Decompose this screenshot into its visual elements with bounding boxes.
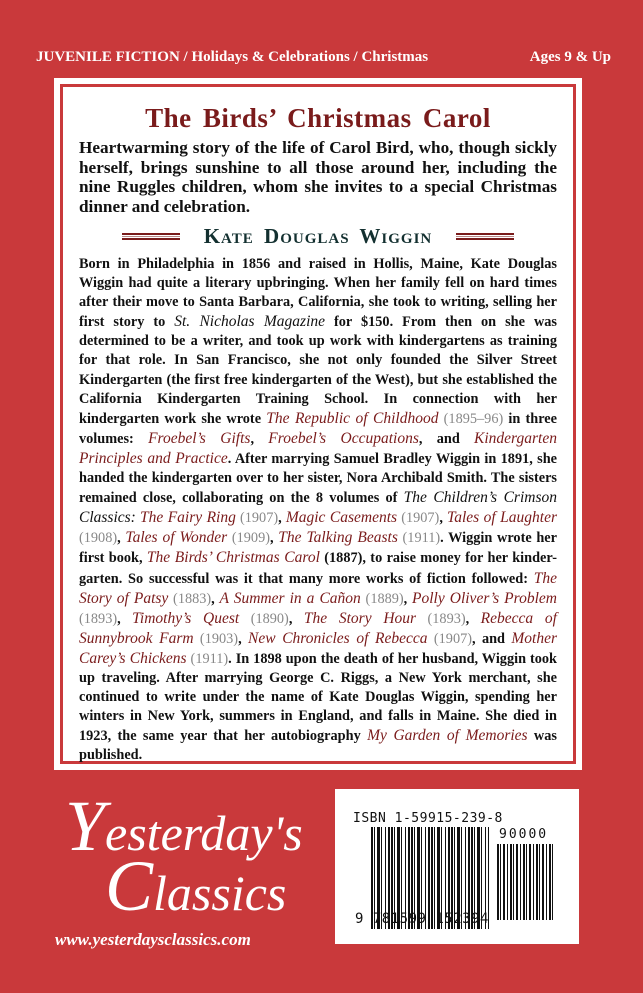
publication-year: (1895–96) (438, 410, 504, 427)
addon-barcode-bars (497, 844, 555, 920)
book-title-reference: The Birds’ Christmas Carol (146, 549, 320, 567)
book-title-reference: Froebel’s Gifts (148, 429, 251, 447)
author-name: Kate Douglas Wiggin (203, 224, 433, 248)
bio-text: . In 1898 upon the death of her husband, Wiggin took up traveling. After marrying George C. Riggs, a New York merchant, she continued to write under the name of Kate Douglas Wiggin, spending her winters in New York, summers in England, and falls in Maine. She died in 1923, the same year that her autobiography (79, 650, 557, 745)
publication-year: (1911) (186, 650, 229, 667)
book-title-reference: The Talking Beasts (278, 529, 398, 547)
author-biography (79, 255, 557, 765)
publication-year: (1909) (227, 530, 270, 547)
italic-reference: The Children’s Crimson Classics: (79, 489, 557, 527)
publication-year: (1889) (360, 590, 404, 607)
publication-year: (1893) (79, 610, 118, 627)
publication-year: (1907) (427, 630, 473, 647)
book-title-reference: Froebel’s Occupations (268, 429, 419, 447)
publication-year: (1908) (79, 530, 118, 547)
book-title-reference: Rebecca of Sunnybrook Farm (79, 609, 557, 647)
publication-year: (1903) (193, 630, 239, 647)
logo-word-classics: lassics (153, 865, 287, 921)
bio-text: , (211, 590, 220, 607)
book-title-reference: Polly Oliver’s Problem (412, 589, 557, 607)
publication-year: (1890) (239, 610, 289, 627)
book-blurb: Heartwarming story of the life of Carol Bird, who, though sickly herself, brings sunshine to all those around her, including the nine Ruggles children, whom she invites to a special Christmas dinner and celebration. (79, 138, 557, 216)
book-title-reference: A Summer in a Cañon (219, 589, 361, 607)
bio-text: , and (472, 630, 512, 647)
isbn-barcode (335, 789, 579, 944)
ean-number: 9 781599 152394 (355, 911, 489, 927)
publisher-url: www.yesterdaysclassics.com (55, 930, 251, 949)
bio-text: , (250, 430, 269, 447)
bio-text: , (270, 530, 279, 547)
book-title-reference: Timothy’s Quest (132, 609, 240, 627)
logo-word-yesterdays: esterday's (105, 805, 303, 861)
publication-year: (1883) (168, 590, 212, 607)
bio-text: , (288, 610, 304, 627)
price-addon-code: 90000 (499, 827, 549, 842)
bio-text: , (117, 530, 126, 547)
publication-year: (1893) (416, 610, 466, 627)
bio-text: (1887), to raise money for her kinder-garten. So successful was it that many more works of fiction followed: (79, 550, 557, 587)
book-title: The Birds’ Christmas Carol (145, 103, 491, 133)
category-text: JUVENILE FICTION / Holidays & Celebrations / Christmas (36, 49, 429, 65)
description-frame-inner-border (60, 84, 576, 764)
description-frame (54, 78, 582, 770)
book-title-reference: Tales of Wonder (125, 529, 228, 547)
logo-line-classics (105, 845, 286, 928)
bio-text: in three volumes: (79, 410, 557, 447)
bio-text: , (465, 610, 481, 627)
publication-year: (1907) (397, 510, 440, 527)
book-title-reference: Kindergarten Principles and Practice (79, 429, 557, 467)
book-title-reference: My Garden of Memories (367, 727, 528, 745)
publication-year: (1911) (397, 530, 441, 547)
book-title-reference: Magic Casements (285, 509, 398, 527)
author-heading (79, 224, 557, 249)
right-ornament-rule (456, 233, 514, 240)
book-title-reference: Tales of Laughter (447, 509, 557, 527)
isbn-number: ISBN 1-59915-239-8 (353, 811, 503, 826)
bio-text: Born in Philadelphia in 1856 and raised in Hollis, Maine, Kate Douglas Wiggin had quite a literary upbringing. When her family fell on hard times after their move to Santa Barbara, California, she took to writing, selling her first story to (79, 256, 557, 331)
book-title-reference: The Fairy Ring (140, 509, 236, 527)
publication-year: (1907) (235, 510, 279, 527)
book-title-reference: The Story Hour (303, 609, 417, 627)
bio-text: , (238, 630, 248, 647)
logo-initial-y: Y (65, 786, 106, 866)
description-content (79, 97, 557, 764)
bio-text: . After marrying Samuel Bradley Wiggin in 1891, she handed the kindergarten over to her sister, Nora Archibald Smith. The sisters remained close, collaborating on the 8 volumes of (79, 450, 557, 507)
bio-text: for $150. From then on she was determined to be a writer, and took up work with kindergartens as training for that role. In San Francisco, she not only founded the Silver Street Kindergarten (the first free kindergarten of the West), but she established the California Kindergarten Training School. In connection with her kindergarten work she wrote (79, 314, 557, 427)
category-line (36, 49, 611, 66)
bio-text: , (403, 590, 412, 607)
logo-initial-c: C (105, 846, 154, 926)
bio-text: . Wiggin wrote her first book, (79, 530, 557, 567)
bio-text: was published. (79, 728, 557, 764)
bio-text: , (278, 510, 286, 527)
bio-text: , (117, 610, 133, 627)
left-ornament-rule (122, 233, 180, 240)
book-title-reference: The Story of Patsy (79, 569, 557, 607)
book-title-reference: New Chronicles of Rebecca (248, 629, 428, 647)
age-range: Ages 9 & Up (529, 49, 611, 65)
book-title-reference: The Republic of Childhood (266, 409, 439, 427)
bio-text: , (439, 510, 448, 527)
book-title-reference: Mother Carey’s Chickens (79, 629, 557, 667)
bio-text: , and (418, 430, 475, 447)
italic-reference: St. Nicholas Magazine (174, 313, 326, 331)
